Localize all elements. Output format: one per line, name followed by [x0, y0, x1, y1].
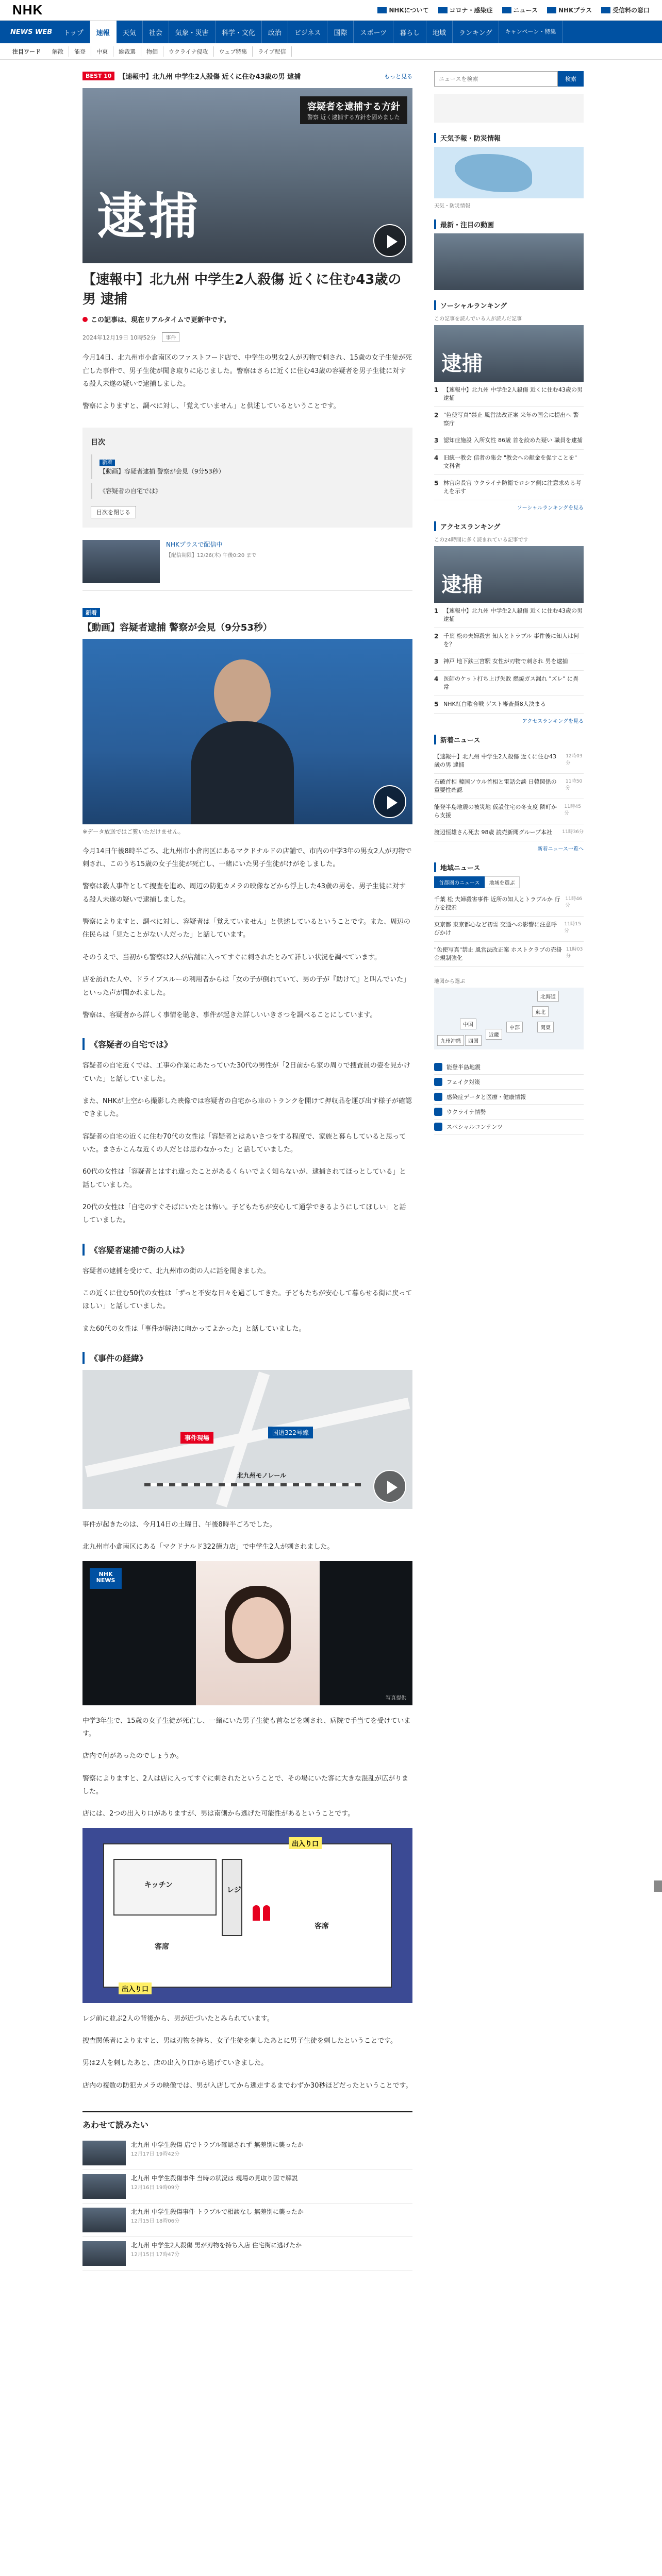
region-button[interactable]: 北海道 — [537, 991, 559, 1002]
nav-ranking[interactable]: ランキング — [453, 21, 499, 43]
play-icon — [547, 7, 556, 13]
live-dot-icon — [82, 317, 88, 322]
paragraph: 警察によりますと、調べに対し、「覚えていません」と供述しているということです。 — [82, 402, 340, 411]
yen-icon — [601, 7, 610, 13]
hero-ribbon: 容疑者を逮捕する方針 警察 近く逮捕する方針を固めました — [300, 96, 407, 124]
paragraph: また60代の女性は「事件が解決に向かってよかった」と話していました。 — [82, 1325, 306, 1333]
paragraph: 店内で何があったのでしょうか。 — [82, 1752, 183, 1760]
nav-region[interactable]: 地域 — [426, 21, 453, 43]
access-title: アクセスランキング — [434, 521, 584, 531]
paragraph: 警察によりますと、調べに対し、容疑者は「覚えていません」と供述しているということです。また、周辺の住民らは「見たことがない人だった」と話しています。 — [82, 918, 410, 939]
person-figure — [263, 1905, 270, 1921]
nav-international[interactable]: 国際 — [327, 21, 354, 43]
plus-text: NHKプラスで配信中 【配信期限】12/26(木) 午後0:20 まで — [166, 540, 257, 558]
access-item[interactable]: 1 【速報中】北九州 中学生2人殺傷 近くに住む43歳の男 逮捕 — [434, 603, 584, 628]
ranking-thumb[interactable]: 逮捕 — [434, 325, 584, 382]
local-item[interactable]: 東京都 東京都心など初雪 交通への影響に注意呼びかけ 11時15分 — [434, 917, 584, 942]
local-item[interactable]: "色使写真"禁止 風営法改正案 ホストクラブの売掛金規制強化 11時03分 — [434, 942, 584, 967]
toc-item[interactable]: 《容疑者の自宅では》 — [91, 483, 404, 499]
nav-top[interactable]: トップ — [57, 21, 90, 43]
region-button[interactable]: 中部 — [506, 1022, 523, 1032]
play-icon[interactable] — [373, 1470, 406, 1503]
paragraph: 今月14日、北九州市小倉南区のファストフード店で、中学生の男女2人が刃物で刺され、15歳の女子生徒が死亡した事件で、男子生徒が聞き取りに応じました。警察はさらに近くに住む43歳の容疑者を男子生徒に対する殺人未遂の疑いで逮捕しました。 — [82, 354, 412, 388]
speaker-figure — [191, 659, 294, 824]
special-link[interactable]: ウクライナ情勢 — [434, 1105, 584, 1120]
latest-video-thumb[interactable] — [434, 233, 584, 290]
paragraph: 警察は殺人事件として捜査を進め、周辺の防犯カメラの映像などから浮上した43歳の男を、男子生徒に対する殺人未遂の疑いで逮捕しました。 — [82, 883, 406, 904]
related-title: あわせて読みたい — [82, 2120, 149, 2130]
region-button[interactable]: 東北 — [532, 1006, 549, 1017]
trending-chip[interactable]: 中東 — [91, 46, 113, 57]
news-item[interactable]: 能登半島地震の被災地 仮設住宅の冬支度 隣町から支援 11時45分 — [434, 799, 584, 824]
trending-chip[interactable]: ウクライナ侵攻 — [163, 46, 214, 57]
access-item[interactable]: 2 千葉 松の夫婦殺害 知人とトラブル 事件後に知人は何を？ — [434, 628, 584, 653]
article-main — [82, 60, 412, 2270]
news-item[interactable]: 【速報中】北九州 中学生2人殺傷 近くに住む43歳の男 逮捕 12時03分 — [434, 749, 584, 774]
weather-title[interactable]: 天気予報・防災情報 — [434, 133, 584, 143]
related-articles — [82, 2111, 412, 2270]
sidebar — [434, 60, 584, 2270]
region-button[interactable]: 四国 — [465, 1035, 482, 1046]
new-badge: 新着 — [82, 608, 100, 617]
nav-sports[interactable]: スポーツ — [354, 21, 393, 43]
floor-plan-diagram — [82, 1828, 412, 2003]
article-tag[interactable]: 事件 — [162, 332, 179, 342]
paragraph: 容疑者の逮捕を受けて、北九州市の街の人に話を聞きました。 — [82, 1267, 270, 1275]
entrance-label: 出入り口 — [119, 1982, 152, 1994]
related-item[interactable]: 北九州 中学生2人殺傷 男が刃物を持ち入店 住宅街に逃げたか 12月15日 17時47分 — [82, 2237, 412, 2270]
virus-icon — [438, 7, 448, 13]
local-tabs — [434, 876, 584, 888]
latest-video-box — [434, 219, 584, 290]
weather-box — [434, 133, 584, 209]
region-button[interactable]: 中国 — [460, 1019, 476, 1029]
nav-disaster[interactable]: 気象・災害 — [169, 21, 216, 43]
play-icon[interactable] — [373, 224, 406, 257]
top-link-fee[interactable]: 受信料の窓口 — [601, 6, 650, 14]
headline-link[interactable]: 【速報中】北九州 中学生2人殺傷 近くに住む43歳の男 逮捕 — [119, 73, 301, 81]
new-news-box — [434, 735, 584, 852]
trending-chip[interactable]: 物価 — [141, 46, 163, 57]
top-link-news[interactable]: ニュース — [502, 6, 538, 14]
local-news-box — [434, 862, 584, 967]
region-button[interactable]: 近畿 — [486, 1029, 502, 1040]
special-link[interactable]: フェイク対策 — [434, 1075, 584, 1090]
news-item[interactable]: 石破首相 韓国ソウル首相と電話会談 日韓関係の重要性確認 11時50分 — [434, 774, 584, 799]
hero-video[interactable] — [82, 88, 412, 263]
search-bar — [434, 71, 584, 87]
region-button[interactable]: 関東 — [537, 1022, 554, 1032]
hero-kanji: 逮捕 — [97, 187, 200, 245]
entrance-label: 出入り口 — [289, 1837, 322, 1849]
access-more-link[interactable]: アクセスランキングを見る — [522, 719, 584, 725]
paragraph: 容疑者の自宅の近くに住む70代の女性は「容疑者とはあいさつをする程度で、家族と暮らしていると思っていた。まさかこんな近くの人だとは思わなかった」と話していました。 — [82, 1132, 406, 1154]
nav-weather[interactable]: 天気 — [117, 21, 143, 43]
person-figure — [253, 1905, 260, 1921]
portrait — [196, 1561, 320, 1705]
ranking-item[interactable]: 5 林官房長官 ウクライナ防衛でロシア側に注意求める考えを示す — [434, 475, 584, 500]
paragraph: 60代の女性は「容疑者とはすれ違ったことがあるくらいでよく知らないが、逮捕されてほっとしている」と話していました。 — [82, 1168, 406, 1189]
nav-special[interactable]: キャンペーン・特集 — [499, 21, 563, 43]
related-item[interactable]: 北九州 中学生殺傷事件 トラブルで相談なし 無差別に襲ったか 12月15日 18時06分 — [82, 2204, 412, 2237]
ranking-item[interactable]: 1 【速報中】北九州 中学生2人殺傷 近くに住む43歳の男 逮捕 — [434, 382, 584, 407]
headline-row — [82, 71, 412, 81]
access-thumb[interactable]: 逮捕 — [434, 546, 584, 603]
toc-toggle-button[interactable]: 目次を閉じる — [91, 506, 136, 518]
paragraph: 北九州市小倉南区にある「マクドナルド322徳力店」で中学生2人が刺されました。 — [82, 1543, 334, 1551]
news-item[interactable]: 渡辺恒雄さん死去 98歳 読売新聞グループ本社 11時36分 — [434, 824, 584, 841]
social-ranking — [434, 300, 584, 511]
section-title: 新着 【動画】容疑者逮捕 警察が会見（9分53秒） — [82, 606, 412, 634]
tab-choose-region[interactable]: 地域を選ぶ — [485, 876, 520, 888]
incident-map[interactable] — [82, 1370, 412, 1509]
ranking-item[interactable]: 4 旧統一教会 信者の集会 "教会への献金を促すことを" 文科省 — [434, 450, 584, 475]
trending-chip[interactable]: 総裁選 — [113, 46, 141, 57]
video-caption: ※データ放送ではご覧いただけません。 — [82, 828, 184, 835]
route-label: 国道322号線 — [268, 1427, 313, 1438]
paragraph: そのうえで、当初から警察は2人が店舗に入ってすぐに刺されたとみて詳しい状況を調べています。 — [82, 953, 381, 961]
scroll-tab-icon[interactable] — [654, 1880, 662, 1892]
region-map — [434, 988, 584, 1049]
related-item[interactable]: 北九州 中学生殺傷事件 当時の状況は 現場の見取り図で解説 12月16日 19時09分 — [82, 2170, 412, 2204]
subheading: 《容疑者逮捕で街の人は》 — [82, 1244, 412, 1256]
nhk-plus-card[interactable] — [82, 540, 412, 591]
paragraph: レジ前に並ぶ2人の背後から、男が近づいたとみられています。 — [82, 2014, 274, 2023]
related-item[interactable]: 北九州 中学生殺傷 店でトラブル確認されず 無差別に襲ったか 12月17日 19時42分 — [82, 2137, 412, 2170]
top-bar — [0, 0, 662, 21]
new-news-more[interactable]: 新着ニュース一覧へ — [537, 846, 584, 852]
news-web-brand[interactable]: NEWS WEB — [10, 28, 53, 36]
trending-chip[interactable]: ウェブ特集 — [214, 46, 253, 57]
seats-label-2: 客席 — [315, 1922, 329, 1930]
victim-photo — [82, 1561, 412, 1705]
nav-business[interactable]: ビジネス — [288, 21, 328, 43]
search-input[interactable] — [434, 71, 558, 87]
ad-slot — [434, 94, 584, 123]
access-sub: この24時間に多く読まれている記事です — [434, 537, 528, 543]
local-news-title: 地域ニュース — [434, 862, 584, 872]
table-of-contents — [82, 428, 412, 528]
access-item[interactable]: 3 神戸 地下鉄三宮駅 女性が刃物で刺され 男を逮捕 — [434, 653, 584, 671]
monorail-label: 北九州モノレール — [237, 1472, 287, 1479]
paragraph: 捜査関係者によりますと、男は刃物を持ち、女子生徒を刺したあとに男子生徒を刺したということです。 — [82, 2037, 397, 2045]
access-ranking — [434, 521, 584, 724]
special-links — [434, 1060, 584, 1134]
new-news-title: 新着ニュース — [434, 735, 584, 744]
ranking-item[interactable]: 2 "色使写真"禁止 風営法改正案 来年の国会に提出へ 警察庁 — [434, 407, 584, 432]
region-button[interactable]: 九州沖縄 — [437, 1035, 464, 1046]
ranking-sub: この記事を読んでいる人が読んだ記事 — [434, 316, 522, 322]
trending-label: 注目ワード — [12, 48, 41, 55]
link-icon — [434, 1108, 442, 1116]
access-item[interactable]: 4 医師のケット打ち上げ失敗 燃焼ガス漏れ "ズレ" に異常 — [434, 671, 584, 696]
ranking-more-link[interactable]: ソーシャルランキングを見る — [517, 505, 584, 511]
paragraph: 店を訪れた人や、ドライブスルーの利用者からは「女の子が倒れていて、男の子が『助けて』と叫んでいた」といった声が聞かれました。 — [82, 976, 410, 997]
trending-chip[interactable]: 解散 — [47, 46, 69, 57]
paragraph: 警察は、容疑者から詳しく事情を聴き、事件が起きた詳しいいきさつを調べることにしています。 — [82, 1011, 377, 1019]
latest-title: 最新・注目の動画 — [434, 219, 584, 229]
paragraph: 中学3年生で、15歳の女子生徒が死亡し、一緒にいた男子生徒も首などを刺され、病院で手当てを受けています。 — [82, 1717, 411, 1738]
plus-thumbnail[interactable] — [82, 540, 160, 583]
article-date: 2024年12月19日 10時52分 — [82, 334, 156, 341]
main-nav — [0, 21, 662, 43]
local-item[interactable]: 千葉 松 夫婦殺害事件 近所の知人とトラブルか 行方を捜索 11時46分 — [434, 891, 584, 917]
counter-label: レジ — [227, 1886, 241, 1894]
live-note: この記事は、現在リアルタイムで更新中です。 — [82, 314, 412, 324]
subheading: 《事件の経緯》 — [82, 1352, 412, 1364]
nav-science[interactable]: 科学・文化 — [216, 21, 262, 43]
toc-item[interactable]: 新着 【動画】容疑者逮捕 警察が会見（9分53秒） — [91, 454, 404, 479]
link-icon — [434, 1078, 442, 1086]
special-link[interactable]: スペシャルコンテンツ — [434, 1120, 584, 1134]
nav-politics[interactable]: 政治 — [262, 21, 288, 43]
nav-breaking[interactable]: 速報 — [90, 21, 117, 43]
region-map-title: 地図から選ぶ — [434, 979, 465, 985]
kitchen-label: キッチン — [144, 1880, 173, 1889]
nhk-logo[interactable]: NHK — [12, 2, 43, 18]
paragraph: 今月14日午後8時半ごろ、北九州市小倉南区にあるマクドナルドの店舗で、市内の中学3年の男女2人が刃物で刺され、このうち15歳の女子生徒が死亡し、一緒にいた男子生徒がけがをしました。 — [82, 847, 412, 869]
nav-society[interactable]: 社会 — [143, 21, 169, 43]
news-icon — [502, 7, 511, 13]
paragraph: 店内の複数の防犯カメラの映像では、男が入店してから逃走するまでわずか30秒ほどだったということです。 — [82, 2081, 412, 2090]
more-link[interactable]: もっと見る — [384, 73, 412, 80]
paragraph: 店には、2つの出入り口がありますが、男は南側から逃げた可能性があるということです。 — [82, 1810, 355, 1818]
link-icon — [434, 1123, 442, 1131]
paragraph: また、NHKが上空から撮影した映像では容疑者の自宅から車のトランクを開けて押収品を運び出す様子が確認できました。 — [82, 1097, 412, 1118]
ranking-item[interactable]: 3 認知症施設 入所女性 86歳 首を絞めた疑い 職員を逮捕 — [434, 432, 584, 450]
toc-title: 目次 — [91, 438, 105, 447]
top-links — [377, 6, 650, 14]
subheading: 《容疑者の自宅では》 — [82, 1038, 412, 1050]
nhk-news-logo: NHK NEWS — [90, 1568, 122, 1589]
nhk-icon — [377, 7, 387, 13]
play-icon[interactable] — [373, 785, 406, 818]
region-map-box — [434, 977, 584, 1049]
paragraph: 男は2人を刺したあと、店の出入り口から逃げていきました。 — [82, 2059, 268, 2067]
special-link[interactable]: 能登半島地震 — [434, 1060, 584, 1075]
trending-chip[interactable]: 能登 — [69, 46, 91, 57]
trending-chip[interactable]: ライブ配信 — [253, 46, 291, 57]
access-item[interactable]: 5 NHK紅白歌合戦 ゲスト審査員8人決まる — [434, 696, 584, 714]
paragraph: 事件が起きたのは、今月14日の土曜日、午後8時半ごろでした。 — [82, 1521, 276, 1529]
press-conference-video[interactable] — [82, 639, 412, 824]
best10-badge: BEST 10 — [82, 72, 114, 80]
incident-site-label: 事件現場 — [180, 1432, 213, 1444]
paragraph: 容疑者の自宅近くでは、工事の作業にあたっていた30代の男性が「2日前から家の周りで捜査員の姿を見かけていた」と話していました。 — [82, 1062, 410, 1083]
paragraph: この近くに住む50代の女性は「ずっと不安な日々を過ごしてきた。子どもたちが安心して暮らせる街に戻ってほしい」と話していました。 — [82, 1289, 412, 1311]
weather-map[interactable] — [434, 147, 584, 198]
paragraph: 警察によりますと、2人は店に入ってすぐに刺されたということで、その場にいた客に大きな混乱が広がりました。 — [82, 1774, 409, 1796]
paragraph: 20代の女性は「自宅のすぐそばにいたとは怖い。子どもたちが安心して通学できるようにしてほしい」と話していました。 — [82, 1203, 406, 1225]
top-link-about[interactable]: NHKについて — [377, 6, 428, 14]
top-link-plus[interactable]: NHKプラス — [547, 6, 592, 14]
link-icon — [434, 1063, 442, 1071]
article-title: 【速報中】北九州 中学生2人殺傷 近くに住む43歳の男 逮捕 — [82, 272, 402, 307]
weather-sub[interactable]: 天気・防災情報 — [434, 204, 470, 209]
photo-credit: 写真提供 — [386, 1695, 406, 1701]
article-meta — [82, 332, 412, 342]
nav-life[interactable]: 暮らし — [393, 21, 426, 43]
trending-words — [0, 43, 662, 60]
search-button[interactable]: 検索 — [558, 71, 584, 87]
tab-capital[interactable]: 首都圏のニュース — [434, 876, 485, 888]
link-icon — [434, 1093, 442, 1101]
ranking-title: ソーシャルランキング — [434, 300, 584, 310]
special-link[interactable]: 感染症データと医療・健康情報 — [434, 1090, 584, 1105]
top-link-corona[interactable]: コロナ・感染症 — [438, 6, 493, 14]
seats-label: 客席 — [155, 1942, 169, 1951]
